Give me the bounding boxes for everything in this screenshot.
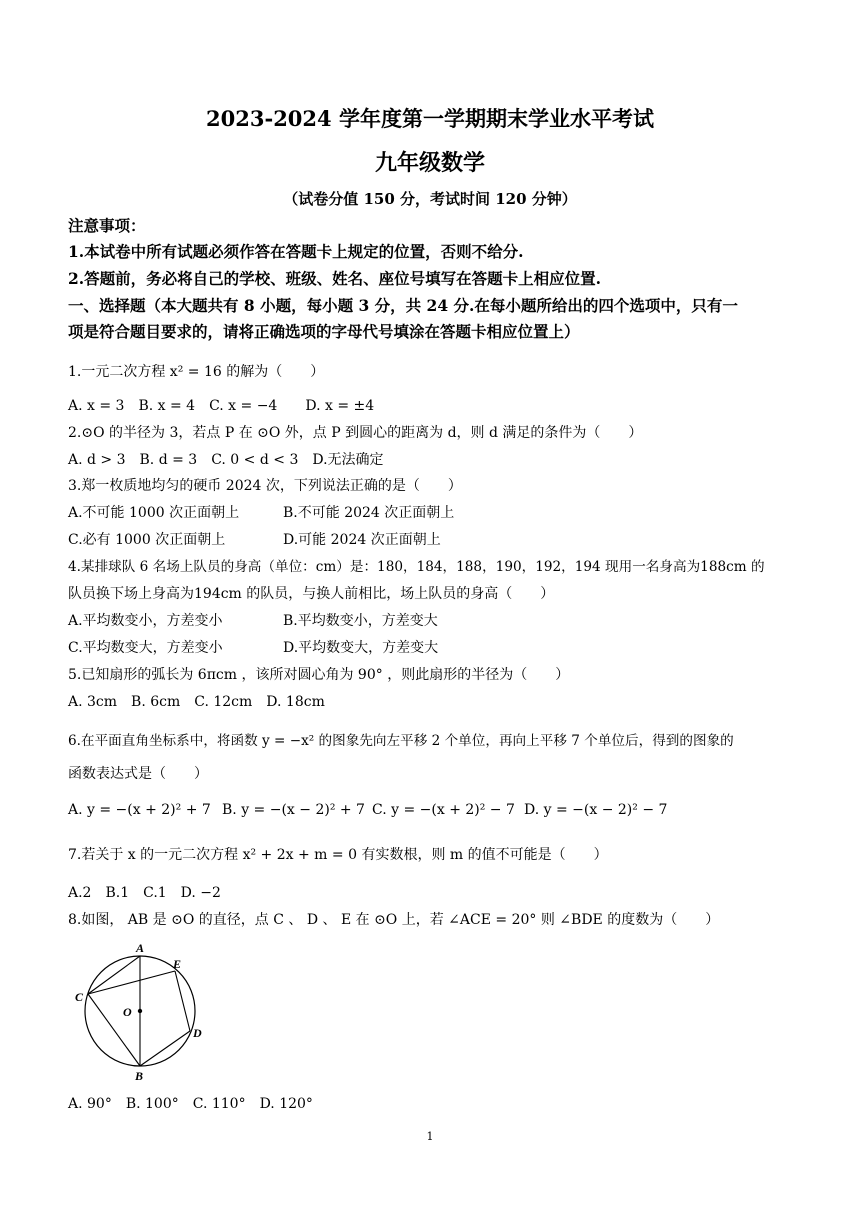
chord-ed — [175, 971, 190, 1031]
label-a: A — [136, 941, 145, 955]
question-3-option-b: B.不可能 2024 次正面朝上 — [283, 505, 455, 521]
question-8-options: A. 90° B. 100° C. 110° D. 120° — [68, 1096, 313, 1112]
chord-ce — [88, 971, 175, 994]
page-number: 1 — [426, 1130, 434, 1143]
label-o: O — [123, 1005, 132, 1019]
center-point-o — [138, 1009, 142, 1013]
question-3-option-a: A.不可能 1000 次正面朝上 — [68, 505, 240, 521]
question-5-stem: 5.已知扇形的弧长为 6πcm ，该所对圆心角为 90° ，则此扇形的半径为（ ） — [68, 667, 570, 683]
label-d: D — [193, 1026, 202, 1040]
question-2-stem: 2.⊙O 的半径为 3，若点 P 在 ⊙O 外，点 P 到圆心的距离为 d，则 d 满足的条件为（ ） — [68, 425, 643, 441]
notice-item-1: 1.本试卷中所有试题必须作答在答题卡上规定的位置，否则不给分. — [68, 242, 524, 261]
label-b: B — [135, 1069, 144, 1083]
chord-cb — [88, 994, 140, 1066]
question-6-stem-line-1: 6.在平面直角坐标系中，将函数 y = −x² 的图象先向左平移 2 个单位，再向上平移 7 个单位后，得到的图象的 — [68, 733, 734, 749]
question-6-option-c: C. y = −(x + 2)² − 7 — [372, 802, 515, 818]
circle-geometry-figure — [72, 938, 222, 1088]
question-1-options: A. x = 3 B. x = 4 C. x = −4 D. x = ±4 — [68, 398, 375, 414]
section-1-instructions-line-2: 项是符合题目要求的，请将正确选项的字母代号填涂在答题卡相应位置上） — [68, 322, 580, 341]
question-2-options: A. d > 3 B. d = 3 C. 0 < d < 3 D.无法确定 — [68, 452, 384, 468]
chord-db — [140, 1031, 190, 1066]
question-3-option-d: D.可能 2024 次正面朝上 — [283, 532, 441, 548]
question-4-stem-line-2: 队员换下场上身高为194cm 的队员，与换人前相比，场上队员的身高（ ） — [68, 586, 555, 602]
question-4-option-d: D.平均数变大，方差变大 — [283, 640, 439, 656]
question-4-option-a: A.平均数变小，方差变小 — [68, 613, 223, 629]
question-6-option-d: D. y = −(x − 2)² − 7 — [524, 802, 668, 818]
question-4-option-b: B.平均数变小，方差变大 — [283, 613, 438, 629]
exam-subtitle: 九年级数学 — [374, 150, 485, 176]
question-7-stem: 7.若关于 x 的一元二次方程 x² + 2x + m = 0 有实数根，则 m 的值不可能是（ ） — [68, 847, 608, 863]
question-1-stem: 1.一元二次方程 x² = 16 的解为（ ） — [68, 364, 325, 380]
question-4-stem-line-1: 4.某排球队 6 名场上队员的身高（单位：cm）是：180，184，188，190，192，194 现用一名身高为188cm 的 — [68, 559, 765, 575]
question-6-option-b: B. y = −(x − 2)² + 7 — [222, 802, 365, 818]
chord-ac — [88, 956, 140, 994]
notice-item-2: 2.答题前，务必将自己的学校、班级、姓名、座位号填写在答题卡上相应位置. — [68, 269, 602, 288]
label-e: E — [173, 957, 182, 971]
question-6-option-a: A. y = −(x + 2)² + 7 — [68, 802, 211, 818]
question-3-stem: 3.郑一枚质地均匀的硬币 2024 次，下列说法正确的是（ ） — [68, 478, 462, 494]
question-3-option-c: C.必有 1000 次正面朝上 — [68, 532, 226, 548]
question-8-stem: 8.如图， AB 是 ⊙O 的直径，点 C 、 D 、 E 在 ⊙O 上，若 ∠ACE = 20° 则 ∠BDE 的度数为（ ） — [68, 912, 720, 928]
exam-title: 2023-2024 学年度第一学期期末学业水平考试 — [206, 106, 654, 131]
question-4-option-c: C.平均数变大，方差变小 — [68, 640, 223, 656]
label-c: C — [75, 990, 84, 1004]
section-1-instructions-line-1: 一、选择题（本大题共有 8 小题，每小题 3 分，共 24 分.在每小题所给出的四个选项中，只有一 — [68, 296, 738, 315]
exam-info: （试卷分值 150 分，考试时间 120 分钟） — [283, 190, 577, 208]
question-5-options: A. 3cm B. 6cm C. 12cm D. 18cm — [68, 694, 325, 710]
notice-heading: 注意事项： — [68, 216, 146, 235]
question-6-stem-line-2: 函数表达式是（ ） — [68, 766, 208, 782]
question-7-options: A.2 B.1 C.1 D. −2 — [68, 885, 221, 901]
